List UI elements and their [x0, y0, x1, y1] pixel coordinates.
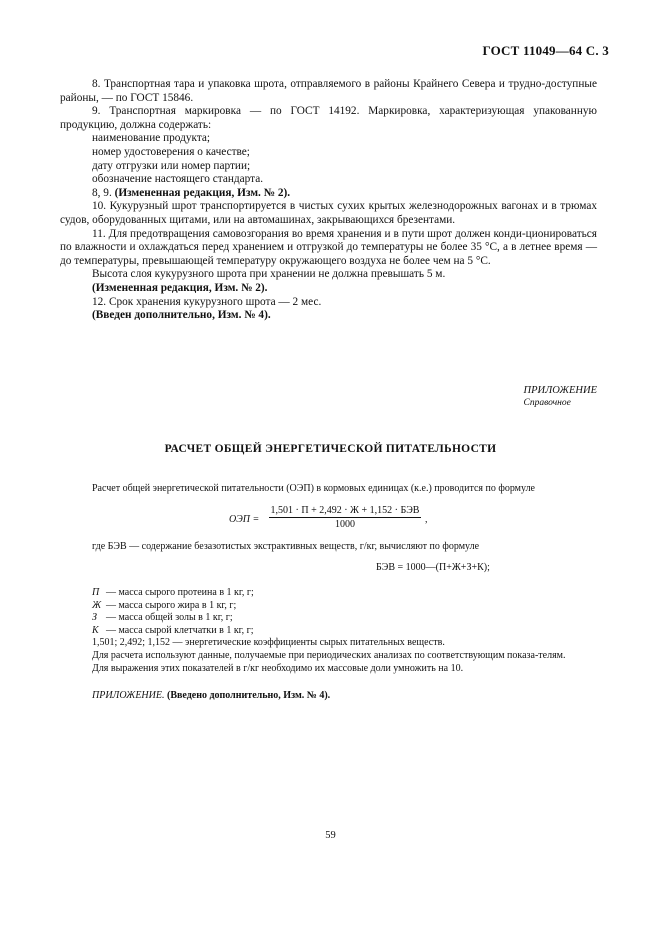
page-number: 59: [325, 830, 336, 841]
marking-item: дату отгрузки или номер партии;: [92, 159, 251, 172]
definitions-block: [60, 587, 605, 675]
appendix-title: ПРИЛОЖЕНИЕ: [523, 385, 597, 396]
appendix-label: [524, 384, 598, 410]
formula-intro: Расчет общей энергетической питательности (ОЭП) в кормовых единицах (к.е.) проводится по формуле: [92, 483, 535, 494]
paragraph-12: 12. Срок хранения кукурузного шрота — 2 мес.: [92, 295, 322, 308]
formula-numerator: 1,501 · П + 2,492 · Ж + 1,152 · БЭВ: [270, 505, 420, 516]
final-note-text: (Введено дополнительно, Изм. № 4).: [167, 690, 331, 701]
multiply-line: Для выражения этих показателей в г/кг необходимо их массовые доли умножить на 10.: [92, 662, 464, 674]
formula-lhs: ОЭП =: [229, 514, 260, 525]
marking-item: наименование продукта;: [92, 132, 211, 145]
data-line: Для расчета используют данные, получаемые при периодических анализах по соответствующим показа-телям.: [92, 649, 566, 661]
definition-text: — масса сырого протеина в 1 кг, г;: [106, 587, 254, 598]
paragraph-8: 8. Транспортная тара и упаковка шрота, отправляемого в районы Крайнего Севера и трудно-доступные районы, — по ГОСТ 15846.: [60, 78, 597, 104]
definition-row: [60, 612, 605, 625]
definition-symbol: Ж: [92, 599, 102, 611]
marking-item: номер удостоверения о качестве;: [92, 145, 250, 158]
revision-prefix: 8, 9.: [92, 186, 115, 199]
definition-symbol: К: [92, 624, 99, 636]
formula-denominator: 1000: [335, 519, 355, 530]
revision-text: (Измененная редакция, Изм. № 2).: [114, 186, 291, 199]
definition-row: [60, 600, 605, 613]
page-header: ГОСТ 11049—64 С. 3: [482, 43, 609, 58]
coefficient-line: 1,501; 2,492; 1,152 — энергетические коэффициенты сырых питательных веществ.: [92, 637, 445, 649]
definition-text: — масса общей золы в 1 кг, г;: [106, 612, 233, 624]
section-title: РАСЧЕТ ОБЩЕЙ ЭНЕРГЕТИЧЕСКОЙ ПИТАТЕЛЬНОСТИ: [164, 443, 497, 455]
definition-text: — масса сырого жира в 1 кг, г;: [106, 599, 237, 611]
main-body: [60, 78, 597, 323]
addition-note: (Введен дополнительно, Изм. № 4).: [92, 309, 271, 322]
definition-text: — масса сырой клетчатки в 1 кг, г;: [106, 624, 254, 636]
revision-note: (Измененная редакция, Изм. № 2).: [92, 281, 268, 294]
revision-note-8-9: [60, 187, 597, 201]
formula-fraction: [269, 505, 421, 530]
definition-symbol: П: [92, 587, 100, 598]
paragraph-10: 10. Кукурузный шрот транспортируется в чистых сухих крытых железнодорожных вагонах и в трюмах судов, оборудованных щитами, или на автомашинах, закрывающихся брезентами.: [60, 200, 597, 226]
paragraph-9: 9. Транспортная маркировка — по ГОСТ 14192. Маркировка, характеризующая упакованную продукцию, должна содержать:: [60, 105, 597, 131]
definition-row: [60, 587, 605, 600]
definition-symbol: З: [92, 612, 97, 624]
formula-bev: БЭВ = 1000—(П+Ж+З+К);: [376, 562, 490, 573]
final-note-label: ПРИЛОЖЕНИЕ.: [92, 690, 165, 701]
paragraph-11: 11. Для предотвращения самовозгорания во время хранения и в пути шрот должен конди-ционироваться по влажности и охлаждаться перед хранением и отгрузкой до температуры не более 35 °С, а в летнее время — до температуры, превышающей температуру окружающего воздуха не более чем на 5 °С.: [60, 227, 597, 267]
definition-row: [60, 625, 605, 638]
final-note: [92, 690, 330, 701]
paragraph-height: Высота слоя кукурузного шрота при хранении не должна превышать 5 м.: [92, 268, 446, 281]
where-line: где БЭВ — содержание безазотистых экстрактивных веществ, г/кг, вычисляют по формуле: [92, 541, 480, 552]
appendix-subtitle: Справочное: [523, 398, 571, 408]
formula-comma: ,: [425, 514, 428, 525]
marking-item: обозначение настоящего стандарта.: [92, 173, 264, 186]
